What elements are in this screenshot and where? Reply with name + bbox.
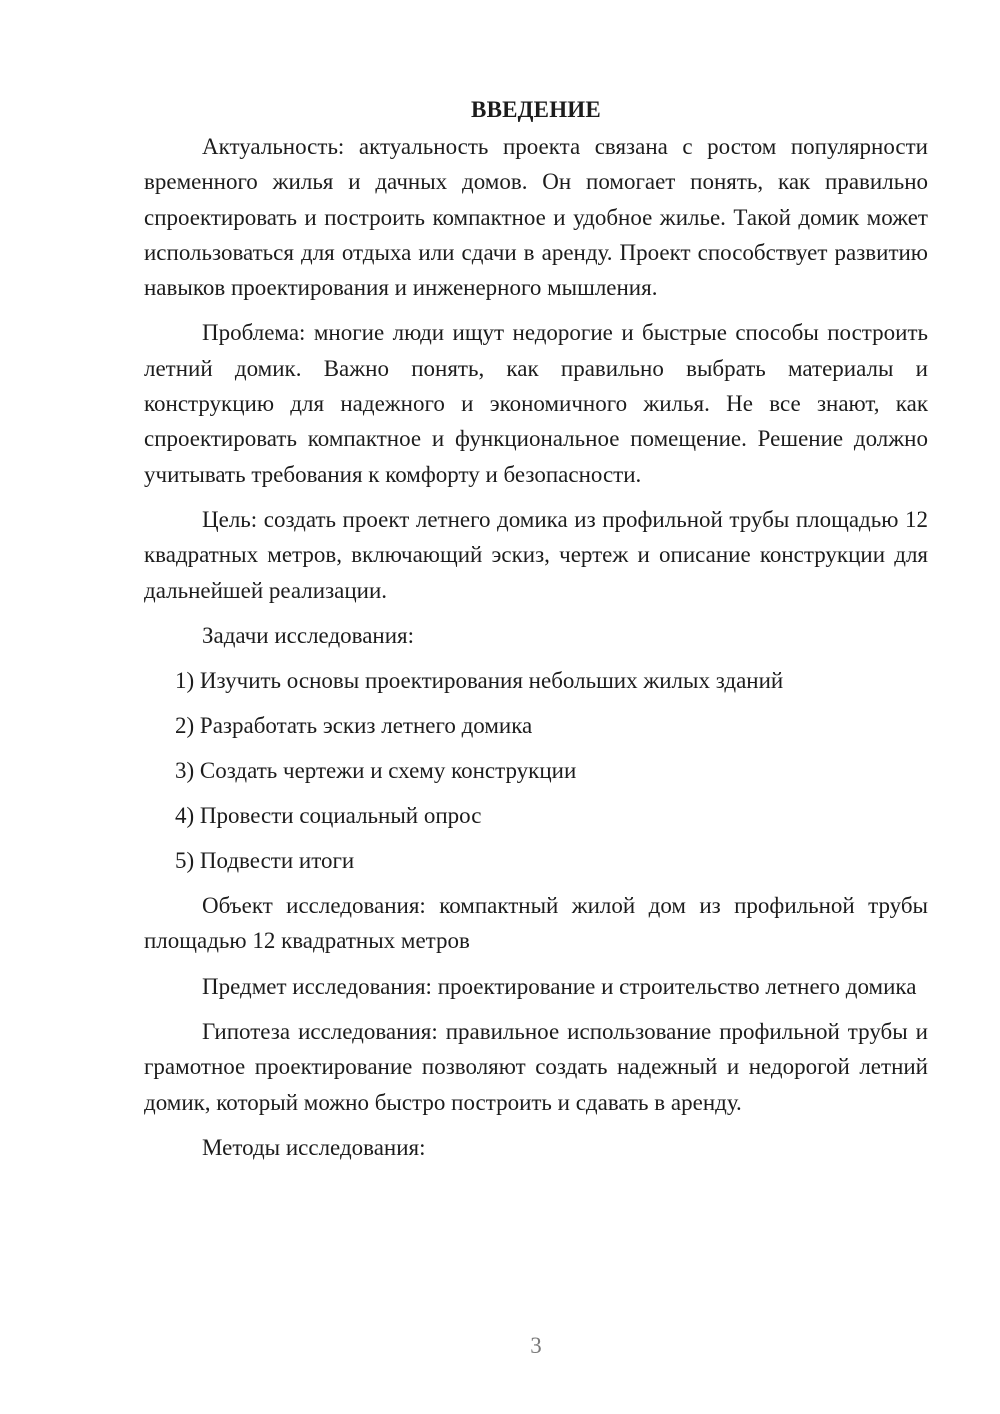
relevance-paragraph: Актуальность: актуальность проекта связана с ростом популярности временного жилья и дачных домов. Он помогает понять, как правильно спроектировать и построить компактное и удобное жилье. Такой домик может использоваться для отдыха или сдачи в аренду. Проект способствует развитию навыков проектирования и инженерного мышления. [144,134,928,301]
page-number: 3 [530,1333,542,1358]
task-item-2: 2) Разработать эскиз летнего домика [175,713,533,739]
problem-paragraph: Проблема: многие люди ищут недорогие и быстрые способы построить летний домик. Важно понять, как правильно выбрать материалы и конструкцию для надежного и экономичного жилья. Не все знают, как спроектировать компактное и функциональное помещение. Решение должно учитывать требования к комфорту и безопасности. [144,320,928,487]
section-heading: ВВЕДЕНИЕ [471,97,601,122]
subject-paragraph: Предмет исследования: проектирование и строительство летнего домика [202,973,917,999]
task-item-4: 4) Провести социальный опрос [175,803,482,829]
object-paragraph: Объект исследования: компактный жилой дом из профильной трубы площадью 12 квадратных метров [144,893,928,954]
task-item-3: 3) Создать чертежи и схему конструкции [175,758,577,784]
goal-paragraph: Цель: создать проект летнего домика из профильной трубы площадью 12 квадратных метров, включающий эскиз, чертеж и описание конструкции для дальнейшей реализации. [144,506,928,603]
document-page [144,92,928,1175]
tasks-intro-paragraph: Задачи исследования: [202,622,415,648]
task-item-1: 1) Изучить основы проектирования небольших жилых зданий [175,668,784,694]
hypothesis-paragraph: Гипотеза исследования: правильное использование профильной трубы и грамотное проектирование позволяют создать надежный и недорогой летний домик, который можно быстро построить и сдавать в аренду. [144,1019,928,1115]
methods-paragraph: Методы исследования: [202,1134,426,1160]
task-item-5: 5) Подвести итоги [175,848,355,874]
